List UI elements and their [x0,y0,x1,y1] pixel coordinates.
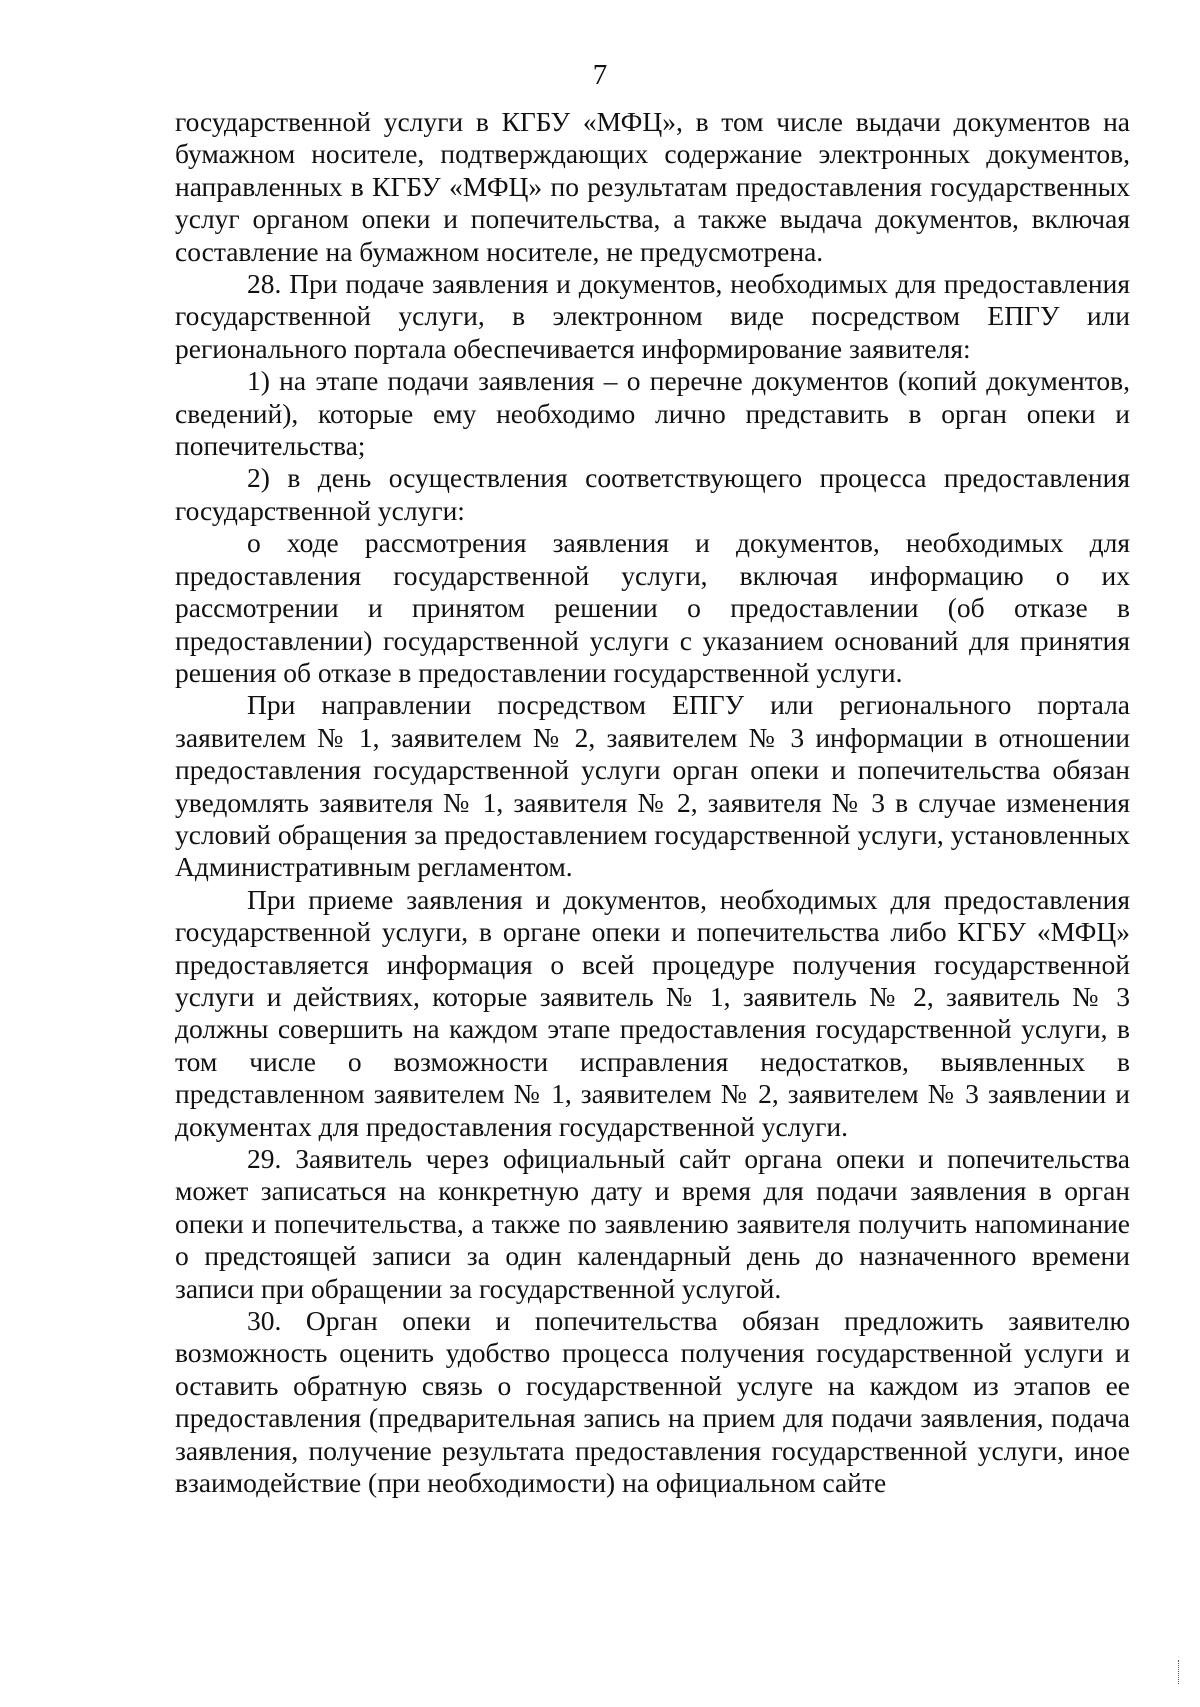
paragraph-subitem-2: 2) в день осуществления соответствующего процесса предоставления государственной услуги: [175,462,1130,526]
paragraph-item-30: 30. Орган опеки и попечительства обязан предложить заявителю возможность оценить удобство процесса получения государственной услуги и оставить обратную связь о государственной услуге на каждом из этапов ее предоставления (предварительная запись на прием для подачи заявления, подача заявления, получение результата предоставления государственной услуги, иное взаимодействие (при необходимости) на официальном сайте [175,1305,1130,1499]
paragraph-subitem-1: 1) на этапе подачи заявления – о перечне документов (копий документов, сведений), которые ему необходимо лично представить в орган опеки и попечительства; [175,365,1130,462]
paragraph-item-28: 28. При подаче заявления и документов, необходимых для предоставления государственной услуги, в электронном виде посредством ЕПГУ или регионального портала обеспечивается информирование заявителя: [175,268,1130,364]
document-body [175,106,1130,1499]
page-number: 7 [592,59,608,91]
paragraph-procedure-info: При приеме заявления и документов, необходимых для предоставления государственной услуги, в органе опеки и попечительства либо КГБУ «МФЦ» предоставляется информация о всей процедуре получения государственной услуги и действиях, которые заявитель № 1, заявитель № 2, заявитель № 3 должны совершить на каждом этапе предоставления государственной услуги, в том числе о возможности исправления недостатков, выявленных в представленном заявителем № 1, заявителем № 2, заявителем № 3 заявлении и документах для предоставления государственной услуги. [175,883,1130,1142]
paragraph-item-29: 29. Заявитель через официальный сайт органа опеки и попечительства может записаться на конкретную дату и время для подачи заявления в орган опеки и попечительства, а также по заявлению заявителя получить напоминание о предстоящей записи за один календарный день до назначенного времени записи при обращении за государственной услугой. [175,1143,1130,1304]
scan-edge-mark [1178,1660,1181,1684]
paragraph-portal-notification: При направлении посредством ЕПГУ или регионального портала заявителем № 1, заявителем № 2, заявителем № 3 информации в отношении предоставления государственной услуги орган опеки и попечительства обязан уведомлять заявителя № 1, заявителя № 2, заявителя № 3 в случае изменения условий обращения за предоставлением государственной услуги, установленных Административным регламентом. [175,689,1130,883]
paragraph-continuation: государственной услуги в КГБУ «МФЦ», в том числе выдачи документов на бумажном носителе, подтверждающих содержание электронных документов, направленных в КГБУ «МФЦ» по результатам предоставления государственных услуг органом опеки и попечительства, а также выдача документов, включая составление на бумажном носителе, не предусмотрена. [175,106,1130,267]
paragraph-progress-info: о ходе рассмотрения заявления и документов, необходимых для предоставления государственной услуги, включая информацию о их рассмотрении и принятом решении о предоставлении (об отказе в предоставлении) государственной услуги с указанием оснований для принятия решения об отказе в предоставлении государственной услуги. [175,527,1130,688]
